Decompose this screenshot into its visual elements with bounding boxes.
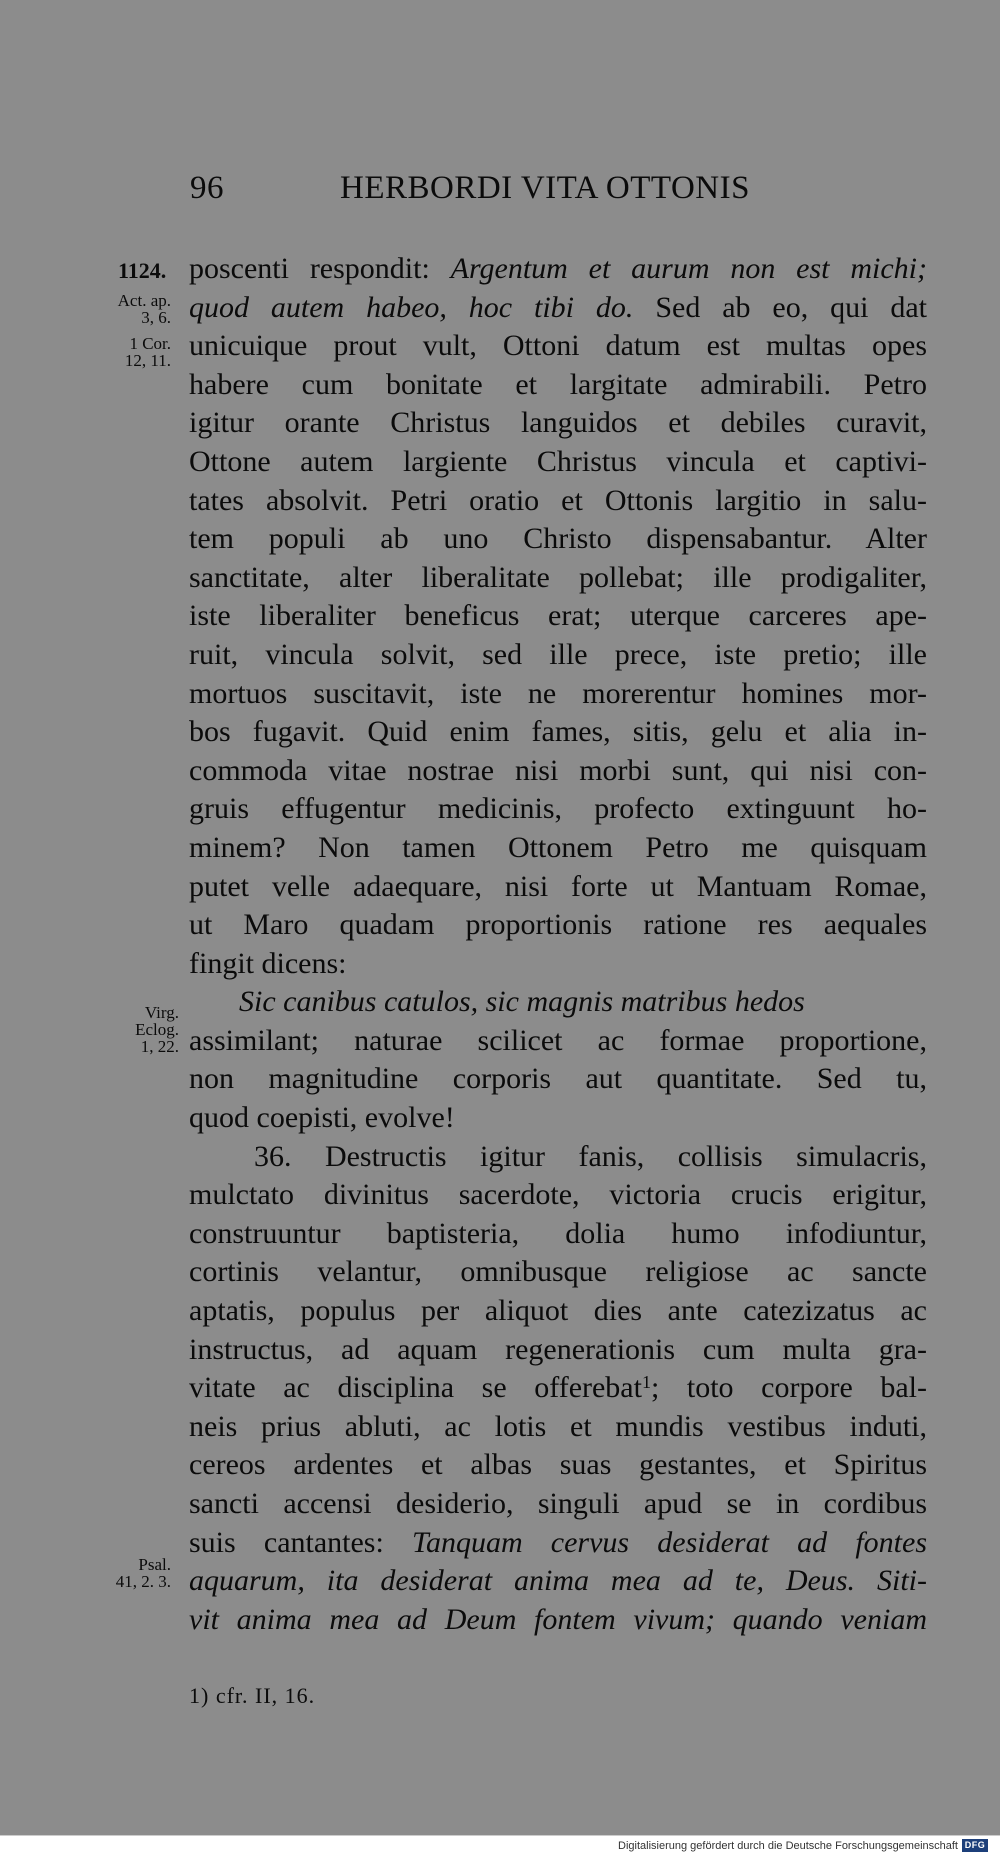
- text-line: [189, 404, 927, 443]
- text-line: [189, 1601, 927, 1640]
- margin-note-virgil: [104, 1004, 179, 1055]
- text-fragment: Ottone autem largiente Christus vincula et captivi-: [189, 444, 927, 478]
- text-fragment: igitur orante Christus languidos et debiles curavit,: [189, 406, 927, 440]
- text-fragment: vitate ac disciplina se offerebat: [189, 1371, 642, 1405]
- margin-year: 1124.: [118, 258, 167, 283]
- text-line: [189, 597, 927, 636]
- text-line: [189, 1524, 927, 1563]
- text-line: [189, 250, 927, 289]
- text-line: [189, 366, 927, 405]
- text-line: [189, 1292, 927, 1331]
- text-fragment: mulctato divinitus sacerdote, victoria crucis erigitur,: [189, 1178, 927, 1212]
- dfg-logo: DFG: [962, 1839, 988, 1852]
- text-line: [189, 289, 927, 328]
- text-fragment: construuntur baptisteria, dolia humo infodiuntur,: [189, 1216, 927, 1250]
- text-line: [189, 675, 927, 714]
- text-fragment: non magnitudine corporis aut quantitate. Sed tu,: [189, 1062, 927, 1096]
- footnote-marker: 1: [641, 1372, 651, 1393]
- text-fragment: aquarum, ita desiderat anima mea ad te, Deus. Siti-: [189, 1564, 927, 1598]
- text-fragment: iste liberaliter beneficus erat; uterque carceres ape-: [189, 599, 927, 633]
- text-line: [189, 559, 927, 598]
- text-fragment: Sic canibus catulos, sic magnis matribus hedos: [239, 985, 805, 1019]
- text-line: [189, 983, 927, 1022]
- text-fragment: habere cum bonitate et largitate admirabili. Petro: [189, 367, 927, 401]
- text-line: [189, 520, 927, 559]
- text-fragment: sancti accensi desiderio, singuli apud se in cordibus: [189, 1487, 927, 1520]
- text-fragment: cortinis velantur, omnibusque religiose ac sancte: [189, 1255, 927, 1289]
- margin-note-text: 1 Cor. 12, 11.: [124, 334, 171, 370]
- text-fragment: cereos ardentes et albas suas gestantes, et Spiritus: [189, 1448, 927, 1482]
- text-fragment: poscenti respondit:: [189, 252, 451, 285]
- margin-note-psalm: [96, 1556, 171, 1590]
- margin-note-text: Psal. 41, 2. 3.: [115, 1555, 171, 1591]
- text-fragment: aptatis, populus per aliquot dies ante catezizatus ac: [189, 1294, 927, 1328]
- text-line: [189, 1408, 927, 1447]
- text-fragment: vit anima mea ad Deum fontem vivum; quando veniam: [189, 1602, 927, 1636]
- text-line: [189, 327, 927, 366]
- margin-note-text: Act. ap. 3, 6.: [117, 291, 171, 327]
- text-line: [189, 443, 927, 482]
- text-fragment: Argentum et aurum non est michi;: [450, 252, 927, 285]
- text-fragment: Sed ab eo, qui dat: [633, 290, 927, 324]
- text-fragment: ut Maro quadam proportionis ratione res aequales: [189, 908, 927, 942]
- text-fragment: tates absolvit. Petri oratio et Ottonis largitio in salu-: [189, 483, 927, 517]
- text-fragment: ; toto corpore bal-: [650, 1371, 927, 1405]
- text-line: [189, 1138, 927, 1177]
- text-fragment: quod autem habeo, hoc tibi do.: [189, 290, 634, 324]
- text-fragment: tem populi ab uno Christo dispensabantur. Alter: [189, 522, 927, 556]
- running-title: HERBORDI VITA OTTONIS: [340, 170, 750, 206]
- text-fragment: 36. Destructis igitur fanis, collisis simulacris,: [254, 1139, 927, 1173]
- text-line: [189, 1331, 927, 1370]
- text-line: [189, 636, 927, 675]
- digitization-footer: [0, 1835, 1000, 1856]
- text-fragment: quod coepisti, evolve!: [189, 1101, 455, 1135]
- text-line: [189, 945, 927, 984]
- text-line: [189, 1215, 927, 1254]
- page-number: 96: [190, 170, 224, 206]
- footnote: 1) cfr. II, 16.: [189, 1683, 316, 1708]
- text-line: [189, 713, 927, 752]
- text-line: [189, 790, 927, 829]
- text-line: [189, 1253, 927, 1292]
- text-fragment: ruit, vincula solvit, sed ille prece, iste pretio; ille: [189, 637, 927, 671]
- text-fragment: neis prius abluti, ac lotis et mundis vestibus induti,: [189, 1409, 927, 1443]
- text-fragment: bos fugavit. Quid enim fames, sitis, gelu et alia in-: [189, 715, 927, 749]
- text-fragment: instructus, ad aquam regenerationis cum multa gra-: [189, 1332, 927, 1366]
- text-fragment: Tanquam cervus desiderat ad fontes: [412, 1525, 927, 1559]
- text-line: [189, 1485, 927, 1524]
- margin-note-text: Virg. Eclog. 1, 22.: [135, 1003, 179, 1056]
- text-fragment: suis cantantes:: [189, 1525, 413, 1559]
- text-fragment: gruis effugentur medicinis, profecto extinguunt ho-: [189, 792, 927, 826]
- text-line: [189, 1562, 927, 1601]
- text-fragment: commoda vitae nostrae nisi morbi sunt, qui nisi con-: [189, 753, 927, 787]
- margin-note-acts: [96, 292, 171, 326]
- text-line: [189, 752, 927, 791]
- text-line: [189, 906, 927, 945]
- text-line: [189, 482, 927, 521]
- text-line: [189, 1099, 927, 1138]
- text-line: [189, 1176, 927, 1215]
- text-fragment: unicuique prout vult, Ottoni datum est multas opes: [189, 329, 927, 363]
- text-line: [189, 1022, 927, 1061]
- text-fragment: sanctitate, alter liberalitate pollebat; ille prodigaliter,: [189, 560, 927, 594]
- text-line: [189, 829, 927, 868]
- text-line: [189, 1060, 927, 1099]
- text-fragment: mortuos suscitavit, iste ne morerentur homines mor-: [189, 676, 927, 710]
- footer-credit: Digitalisierung gefördert durch die Deutsche Forschungsgemeinschaft: [618, 1840, 958, 1852]
- text-fragment: fingit dicens:: [189, 946, 347, 980]
- body-text: [189, 250, 927, 1639]
- text-fragment: putet velle adaequare, nisi forte ut Mantuam Romae,: [189, 869, 927, 903]
- text-fragment: minem? Non tamen Ottonem Petro me quisquam: [189, 830, 927, 864]
- margin-note-corinthians: [96, 335, 171, 369]
- text-line: [189, 1369, 927, 1408]
- text-fragment: assimilant; naturae scilicet ac formae proportione,: [189, 1023, 927, 1057]
- text-line: [189, 868, 927, 907]
- text-line: [189, 1446, 927, 1485]
- page-header: [190, 170, 765, 214]
